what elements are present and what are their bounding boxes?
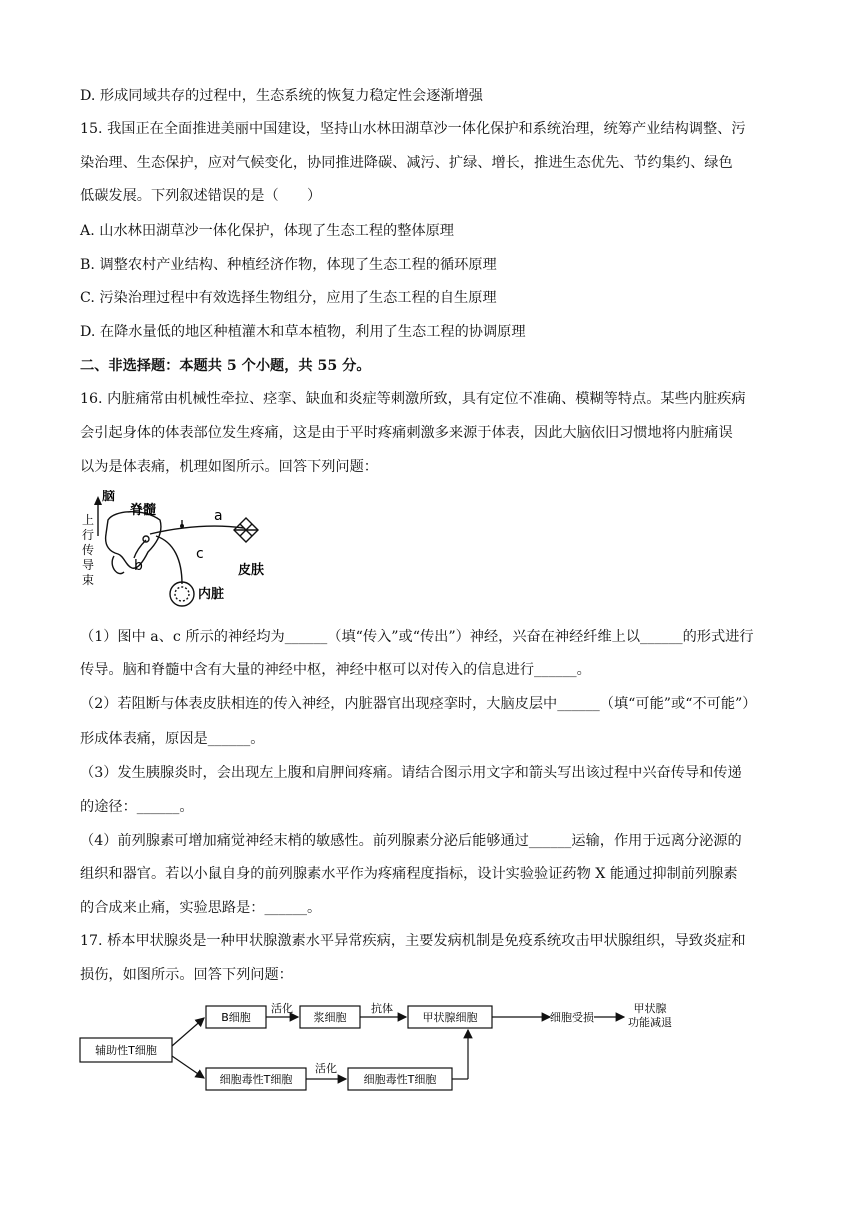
- part-2-line-1: （2）若阻断与体表皮肤相连的传入神经，内脏器官出现痉挛时，大脑皮层中______（填“可能”或“不可能”）: [80, 696, 757, 712]
- part-3-line-2: 的途径：______。: [80, 799, 194, 815]
- activate-label-1: 活化: [271, 1002, 293, 1015]
- part-4-line-2: 组织和器官。若以小鼠自身的前列腺素水平作为疼痛程度指标，设计实验验证药物 X 能通过抑制前列腺素: [80, 866, 738, 882]
- thyroid-decline-label-1: 甲状腺: [633, 1002, 667, 1015]
- tract-char-3: 传: [82, 543, 95, 557]
- part-4-line-1: （4）前列腺素可增加痛觉神经末梢的敏感性。前列腺素分泌后能够通过______运输，作用于远离分泌源的: [80, 833, 742, 849]
- hashimoto-flowchart: [74, 998, 694, 1094]
- cell-damage-label: 细胞受损: [550, 1011, 594, 1024]
- cytotoxic-t2-label: 细胞毒性T细胞: [363, 1073, 437, 1086]
- helper-t-label: 辅助性T细胞: [95, 1044, 157, 1057]
- tract-char-1: 上: [82, 513, 95, 527]
- option-c-q15: C. 污染治理过程中有效选择生物组分，应用了生态工程的自生原理: [80, 290, 497, 306]
- tract-char-4: 导: [82, 558, 95, 572]
- brain-label: 脑: [102, 490, 116, 504]
- nerve-c-label: c: [196, 546, 204, 562]
- cytotoxic-t-label: 细胞毒性T细胞: [219, 1073, 293, 1086]
- question-16-line-1: 16. 内脏痛常由机械性牵拉、痉挛、缺血和炎症等刺激所致，具有定位不准确、模糊等特点。某些内脏疾病: [80, 391, 746, 407]
- skin-label: 皮肤: [238, 563, 265, 578]
- part-1-line-2: 传导。脑和脊髓中含有大量的神经中枢，神经中枢可以对传入的信息进行______。: [80, 662, 591, 678]
- viscera-label: 内脏: [198, 587, 225, 602]
- section-2-heading: 二、非选择题：本题共 5 个小题，共 55 分。: [80, 358, 371, 374]
- nerve-b-label: b: [134, 558, 143, 574]
- part-1-line-1: （1）图中 a、c 所示的神经均为______（填“传入”或“传出”）神经，兴奋在神经纤维上以______的形式进行: [80, 629, 754, 645]
- nerve-a-label: a: [214, 508, 223, 524]
- part-2-line-2: 形成体表痛，原因是______。: [80, 731, 265, 747]
- question-16-line-2: 会引起身体的体表部位发生疼痛，这是由于平时疼痛刺激多来源于体表，因此大脑依旧习惯地将内脏痛误: [80, 425, 733, 441]
- antibody-label: 抗体: [371, 1002, 393, 1015]
- part-4-line-3: 的合成来止痛，实验思路是：______。: [80, 900, 322, 916]
- part-3-line-1: （3）发生胰腺炎时，会出现左上腹和肩胛间疼痛。请结合图示用文字和箭头写出该过程中兴奋传导和传递: [80, 765, 742, 781]
- option-d-q15: D. 在降水量低的地区种植灌木和草本植物，利用了生态工程的协调原理: [80, 324, 526, 340]
- question-17-line-2: 损伤，如图所示。回答下列问题：: [80, 967, 293, 983]
- spinal-cord-label: 脊髓: [130, 503, 157, 518]
- question-15-line-1: 15. 我国正在全面推进美丽中国建设，坚持山水林田湖草沙一体化保护和系统治理，统筹产业结构调整、污: [80, 121, 746, 137]
- plasma-label: 浆细胞: [313, 1011, 347, 1024]
- question-15-line-3: 低碳发展。下列叙述错误的是（ ）: [80, 188, 322, 204]
- thyroid-cell-label: 甲状腺细胞: [422, 1011, 478, 1024]
- thyroid-decline-label-2: 功能减退: [628, 1016, 672, 1029]
- option-a-q15: A. 山水林田湖草沙一体化保护，体现了生态工程的整体原理: [80, 223, 454, 239]
- b-cell-label: B细胞: [221, 1011, 251, 1024]
- activate-label-2: 活化: [315, 1062, 337, 1075]
- tract-char-5: 束: [82, 573, 95, 587]
- question-16-line-3: 以为是体表痛，机理如图所示。回答下列问题：: [80, 459, 378, 475]
- option-d-q14: D. 形成同域共存的过程中，生态系统的恢复力稳定性会逐渐增强: [80, 88, 483, 104]
- question-15-line-2: 染治理、生态保护，应对气候变化，协同推进降碳、减污、扩绿、增长，推进生态优先、节约集约、绿色: [80, 155, 733, 171]
- visceral-pain-diagram: [74, 490, 274, 610]
- question-17-line-1: 17. 桥本甲状腺炎是一种甲状腺激素水平异常疾病，主要发病机制是免疫系统攻击甲状腺组织，导致炎症和: [80, 933, 746, 949]
- option-b-q15: B. 调整农村产业结构、种植经济作物，体现了生态工程的循环原理: [80, 257, 497, 273]
- tract-char-2: 行: [82, 528, 95, 542]
